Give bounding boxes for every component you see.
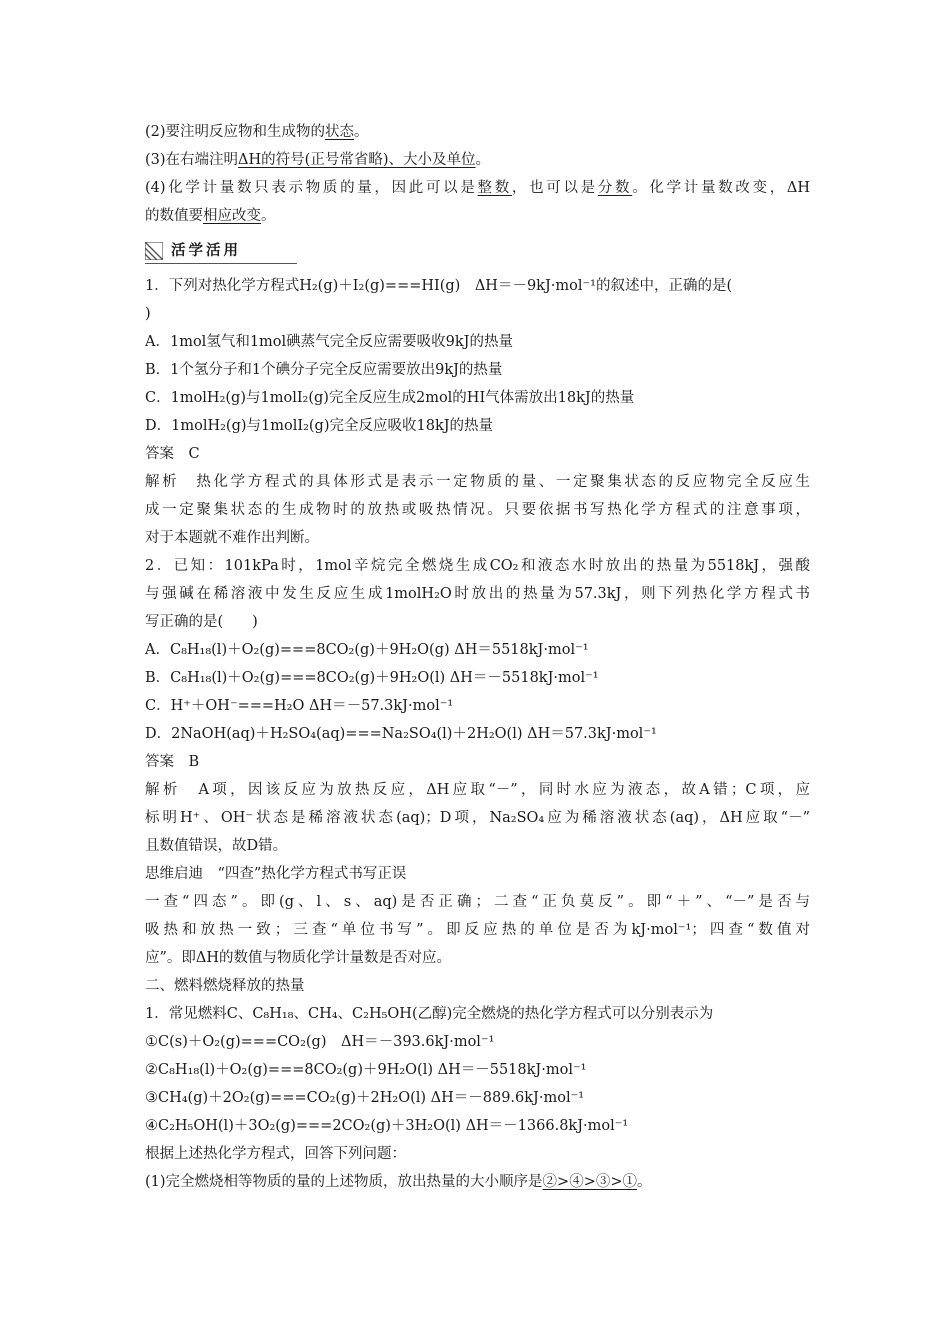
question-1-answer: 答案 C [145, 446, 200, 462]
question-2-option-b: B．C₈H₁₈(l)＋O₂(g)===8CO₂(g)＋9H₂O(l) ΔH＝－5518kJ·mol⁻¹ [145, 670, 599, 686]
section-header [145, 238, 810, 268]
question-1-explanation-end: 对于本题就不难作出判断。 [145, 530, 319, 546]
document-body [145, 118, 810, 1196]
part-2-intro: 1．常见燃料C、C₈H₁₈、CH₄、C₂H₅OH(乙醇)完全燃烧的热化学方程式可以分别表示为 [145, 1006, 714, 1022]
rule-line-2: (2)要注明反应物和生成物的状态。 [145, 124, 369, 140]
question-2-explanation-cont: 标明H⁺、OH⁻状态是稀溶液状态(aq)；D项，Na₂SO₄应为稀溶液状态(aq)，ΔH应取“－” [145, 810, 810, 826]
question-1-stem: 1．下列对热化学方程式H₂(g)＋I₂(g)===HI(g) ΔH＝－9kJ·mol⁻¹的叙述中，正确的是( [145, 278, 733, 294]
equation-3: ③CH₄(g)＋2O₂(g)===CO₂(g)＋2H₂O(l) ΔH＝－889.6kJ·mol⁻¹ [145, 1090, 585, 1106]
tip-line: 一查“四态”。即(g、l、s、aq)是否正确；二查“正负莫反”。即“＋”、“－”是否与 [145, 894, 810, 910]
tip-line: 吸热和放热一致；三查“单位书写”。即反应热的单位是否为kJ·mol⁻¹；四查“数值对 [145, 922, 810, 938]
equation-4: ④C₂H₅OH(l)＋3O₂(g)===2CO₂(g)＋3H₂O(l) ΔH＝－1366.8kJ·mol⁻¹ [145, 1118, 629, 1134]
question-1-option-c: C．1molH₂(g)与1molI₂(g)完全反应生成2mol的HI气体需放出18kJ的热量 [145, 390, 635, 406]
question-1-option-b: B．1个氢分子和1个碘分子完全反应需要放出9kJ的热量 [145, 362, 503, 378]
question-2-option-d: D．2NaOH(aq)＋H₂SO₄(aq)===Na₂SO₄(l)＋2H₂O(l) ΔH＝57.3kJ·mol⁻¹ [145, 726, 657, 742]
underlined-answer: 相应改变 [203, 208, 261, 224]
tip-line: 应”。即ΔH的数值与物质化学计量数是否对应。 [145, 950, 452, 966]
question-1-explanation: 解析 热化学方程式的具体形式是表示一定物质的量、一定聚集状态的反应物完全反应生 [145, 474, 810, 490]
rule-line-4: (4)化学计量数只表示物质的量，因此可以是整数，也可以是分数。化学计量数改变，ΔH [145, 180, 810, 196]
underlined-answer: 状态 [325, 124, 355, 140]
question-2-option-a: A．C₈H₁₈(l)＋O₂(g)===8CO₂(g)＋9H₂O(g) ΔH＝5518kJ·mol⁻¹ [145, 642, 589, 658]
question-1-option-a: A．1mol氢气和1mol碘蒸气完全反应需要吸收9kJ的热量 [145, 334, 513, 350]
question-2-stem-end: 写正确的是( ) [145, 614, 258, 630]
part-2-prompt: 根据上述热化学方程式，回答下列问题： [145, 1146, 406, 1162]
question-1-explanation-cont: 成一定聚集状态的生成物时的放热或吸热情况。只要依据书写热化学方程式的注意事项， [145, 502, 810, 518]
question-1-stem-cont: ) [145, 306, 151, 322]
question-1-option-d: D．1molH₂(g)与1molI₂(g)完全反应吸收18kJ的热量 [145, 418, 494, 434]
tip-title: 思维启迪 “四查”热化学方程式书写正误 [145, 866, 407, 882]
question-2-explanation: 解析 A项，因该反应为放热反应，ΔH应取“－”，同时水应为液态，故A错；C项，应 [145, 782, 810, 798]
question-2-stem: 2．已知：101kPa时，1mol辛烷完全燃烧生成CO₂和液态水时放出的热量为5518kJ，强酸 [145, 558, 810, 574]
diagonal-stripe-icon [145, 242, 163, 260]
part-2-question-1: (1)完全燃烧相等物质的量的上述物质，放出热量的大小顺序是②>④>③>①。 [145, 1174, 652, 1190]
question-2-option-c: C．H⁺＋OH⁻===H₂O ΔH＝－57.3kJ·mol⁻¹ [145, 698, 454, 714]
underlined-answer: ΔH的符号(正号常省略)、大小及单位 [238, 152, 476, 168]
underlined-answer: ②>④>③>① [542, 1174, 637, 1190]
part-2-heading: 二、燃料燃烧释放的热量 [145, 978, 305, 994]
equation-1: ①C(s)＋O₂(g)===CO₂(g) ΔH＝－393.6kJ·mol⁻¹ [145, 1034, 495, 1050]
underlined-answer: 分数 [597, 180, 633, 196]
rule-line-3: (3)在右端注明ΔH的符号(正号常省略)、大小及单位。 [145, 152, 490, 168]
section-title: 活学活用 [171, 243, 241, 259]
rule-line-4-cont: 的数值要相应改变。 [145, 208, 276, 224]
question-2-stem-cont: 与强碱在稀溶液中发生反应生成1molH₂O时放出的热量为57.3kJ，则下列热化学方程式书 [145, 586, 810, 602]
equation-2: ②C₈H₁₈(l)＋O₂(g)===8CO₂(g)＋9H₂O(l) ΔH＝－5518kJ·mol⁻¹ [145, 1062, 587, 1078]
question-2-explanation-end: 且数值错误，故D错。 [145, 838, 288, 854]
section-divider [145, 263, 297, 264]
question-2-answer: 答案 B [145, 754, 200, 770]
underlined-answer: 整数 [477, 180, 512, 196]
